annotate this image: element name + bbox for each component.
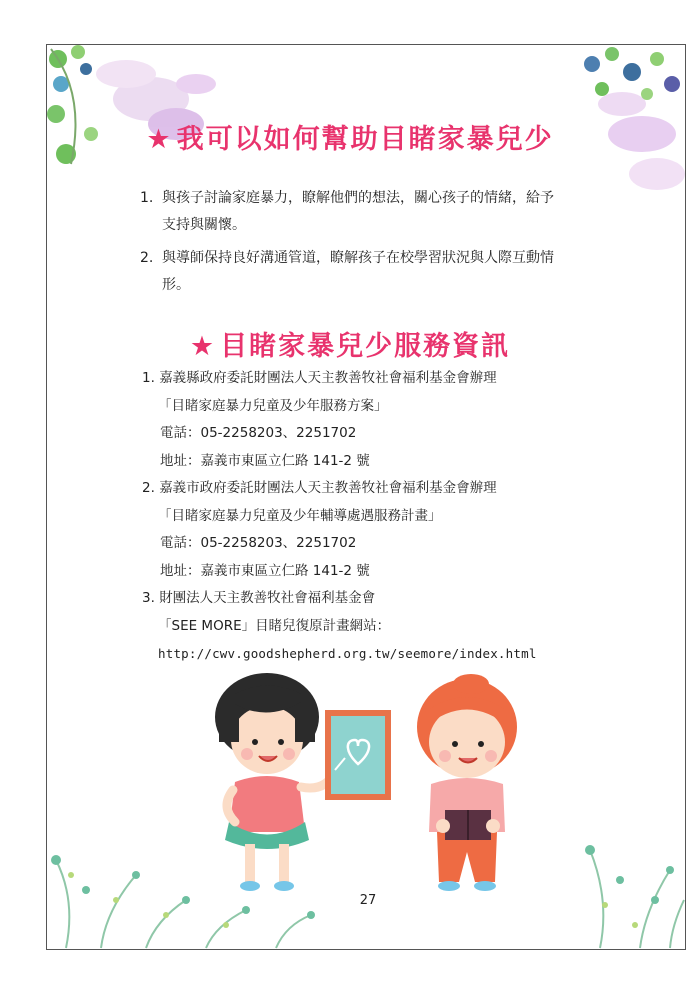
star-icon: ★	[189, 331, 217, 362]
service-1-program: 「目睹家庭暴力兒童及少年服務方案」	[158, 397, 388, 414]
list-item: 1. 與孩子討論家庭暴力，瞭解他們的想法，關心孩子的情緒，給予 支持與關懷。	[140, 190, 554, 233]
seemore-website-link[interactable]: http://cwv.goodshepherd.org.tw/seemore/index.html	[158, 646, 537, 661]
plant-decoration-bottom-right	[560, 830, 686, 950]
service-list	[142, 365, 622, 668]
service-1-address: 地址：嘉義市東區立仁路 141-2 號	[160, 452, 370, 469]
star-icon: ★	[146, 124, 173, 155]
list-item: 2. 與導師保持良好溝通管道，瞭解孩子在校學習狀況與人際互動情 形。	[140, 250, 554, 293]
service-2-org: 2. 嘉義市政府委託財團法人天主教善牧社會福利基金會辦理	[142, 480, 497, 496]
service-2-address: 地址：嘉義市東區立仁路 141-2 號	[160, 562, 370, 579]
children-illustration	[205, 672, 535, 902]
service-2-phone: 電話：05-2258203、2251702	[160, 535, 357, 551]
help-list	[140, 185, 610, 305]
service-1-phone: 電話：05-2258203、2251702	[160, 425, 357, 441]
section-title-services: ★ 目睹家暴兒少服務資訊	[189, 331, 511, 362]
page-number: 27	[359, 893, 377, 908]
heart-board-illustration	[325, 710, 391, 800]
service-3-program: 「SEE MORE」目睹兒復原計畫網站：	[158, 617, 391, 634]
girl-with-book-illustration	[417, 674, 517, 891]
girl-with-board-illustration	[215, 673, 335, 891]
service-2-program: 「目睹家庭暴力兒童及少年輔導處遇服務計畫」	[158, 507, 442, 524]
service-1-org: 1. 嘉義縣政府委託財團法人天主教善牧社會福利基金會辦理	[142, 370, 497, 386]
service-3-org: 3. 財團法人天主教善牧社會福利基金會	[142, 590, 376, 606]
section-title-help: ★ 我可以如何幫助目睹家暴兒少	[146, 124, 554, 155]
